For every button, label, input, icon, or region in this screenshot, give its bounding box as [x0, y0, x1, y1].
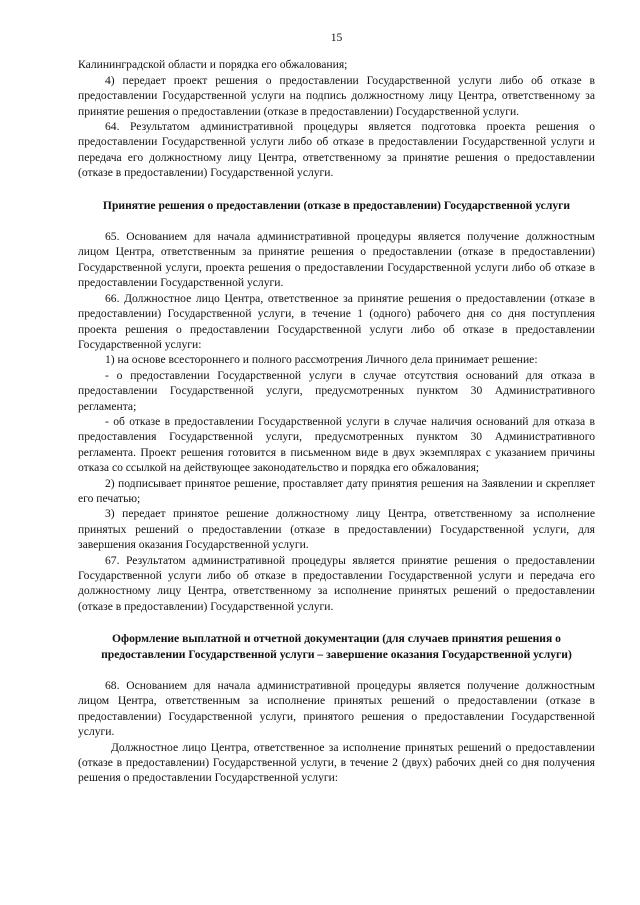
paragraph: 68. Основанием для начала административной процедуры является получение должностным лицом Центра, ответственным за исполнение принятых решений о предоставлении (отказе в предоставлении) Государственной услуги, принятого решения о предоставлении Государственной услуги. — [78, 679, 595, 739]
page-number: 15 — [330, 31, 343, 44]
section-heading: Принятие решения о предоставлении (отказе в предоставлении) Государственной услуги — [102, 198, 571, 212]
paragraph: 65. Основанием для начала административной процедуры является получение должностным лицом Центра, ответственным за принятие решения о предоставлении (отказе в предоставлении) Государственной услуги, проекта решения о предоставлении Государственной услуги либо об отказе в предоставлении Государственной услуги. — [78, 230, 595, 290]
paragraph: Калининградской области и порядка его обжалования; — [78, 58, 348, 72]
paragraph: - об отказе в предоставлении Государственной услуги в случае наличия оснований для отказа в предоставления Государственной услуги, предусмотренных пунктом 30 Административного регламента. Проект решения готовится в письменном виде в двух экземплярах с указанием причины отказа со ссылкой на действующее законодательство и порядка его обжалования; — [78, 414, 595, 475]
paragraph: - о предоставлении Государственной услуги в случае отсутствия оснований для отказа в предоставлении Государственной услуги, предусмотренных пунктом 30 Административного регламента; — [78, 368, 595, 413]
paragraph: 4) передает проект решения о предоставлении Государственной услуги либо об отказе в предоставлении Государственной услуги на подпись должностному лицу Центра, ответственному за принятие решения о предоставлении (отказе в предоставлении) Государственной услуги. — [78, 73, 595, 118]
section-heading: Оформление выплатной и отчетной документации (для случаев принятия решения о предоставлении Государственной услуги – завершение оказания Государственной услуги) — [101, 632, 572, 661]
paragraph: Должностное лицо Центра, ответственное за исполнение принятых решений о предоставлении (отказе в предоставлении) Государственной услуги, в течение 2 (двух) рабочих дней со дня получения решения о предоставлении Государственной услуги: — [78, 740, 595, 785]
paragraph: 64. Результатом административной процедуры является подготовка проекта решения о предоставлении Государственной услуги либо об отказе в предоставлении Государственной услуги и передача его должностному лицу Центра, ответственному за принятие решения о предоставлении (отказе в предоставлении) Государственной услуги. — [78, 120, 595, 180]
paragraph: 3) передает принятое решение должностному лицу Центра, ответственному за исполнение принятых решений о предоставлении (отказе в предоставлении) Государственной услуги, для завершения оказания Государственной услуги. — [78, 507, 595, 552]
paragraph: 2) подписывает принятое решение, проставляет дату принятия решения на Заявлении и скрепляет его печатью; — [78, 476, 595, 505]
paragraph: 66. Должностное лицо Центра, ответственное за принятие решения о предоставлении (отказе в предоставлении) Государственной услуги, в течение 1 (одного) рабочего дня со дня поступления проекта решения о предоставлении Государственной услуги либо об отказе в предоставлении Государственной услуги: — [78, 291, 595, 351]
paragraph: 67. Результатом административной процедуры является принятие решения о предоставлении Государственной услуги либо об отказе в предоставлении Государственной услуги и передача его должностному лицу Центра, ответственному за исполнение принятых решений о предоставлении (отказе в предоставлении) Государственной услуги. — [78, 553, 595, 613]
document-body — [78, 57, 595, 785]
paragraph: 1) на основе всестороннего и полного рассмотрения Личного дела принимает решение: — [105, 353, 538, 367]
